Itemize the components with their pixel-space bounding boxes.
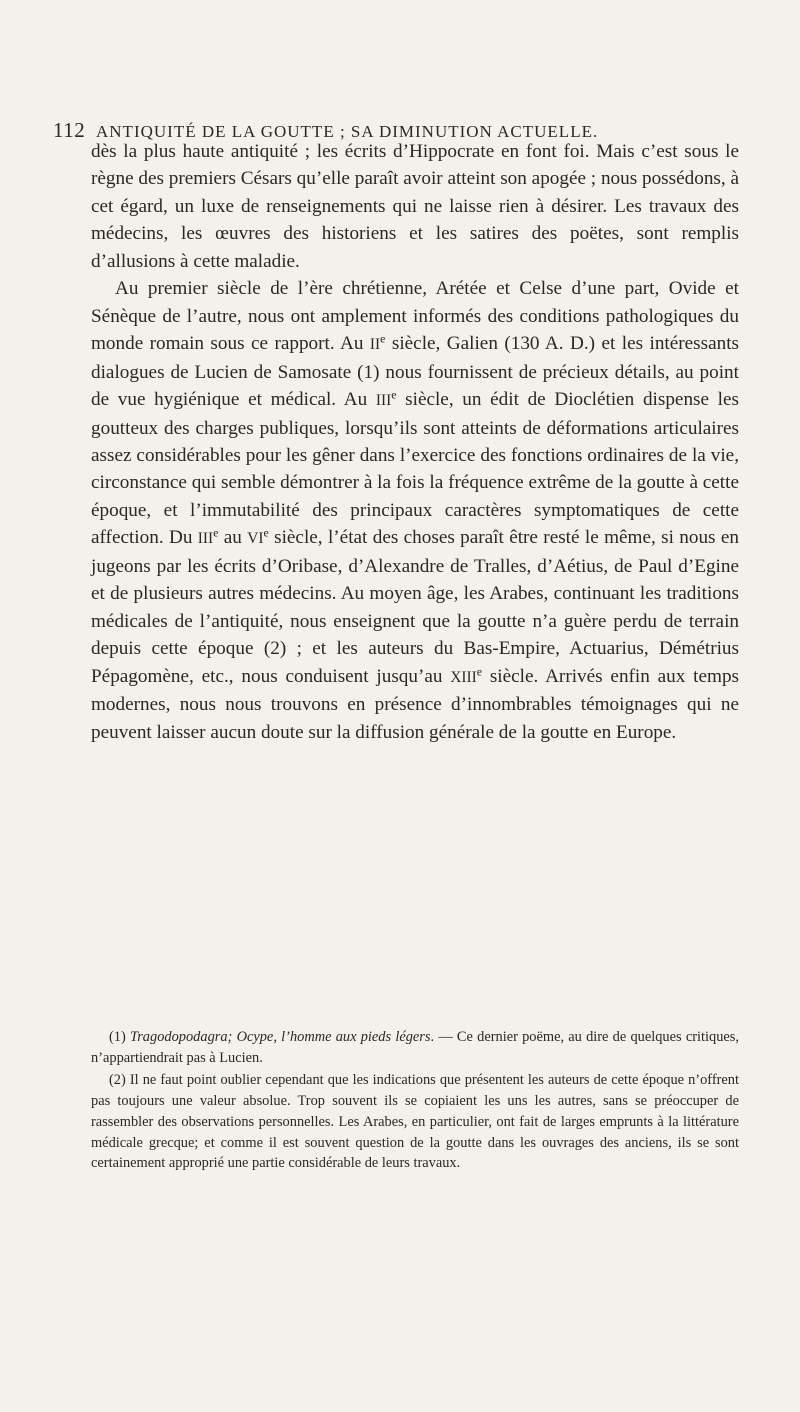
ordinal-suffix: e (380, 331, 386, 346)
paragraph-1: dès la plus haute antiquité ; les écrits d’Hippocrate en font foi. Mais c’est sous le règne des premiers Césars qu’elle paraît avoir atteint son apogée ; nous possédons, à cet égard, un luxe de renseignements qui ne laisse rien à désirer. Les travaux des médecins, les œuvres des historiens et les satires des poëtes, sont remplis d’allusions à cette maladie. (91, 141, 739, 272)
century-numeral: III (197, 530, 214, 548)
text-run: siècle, Galien (130 A. D.) et les intéressants dialogues de Lucien de Samosate (1) nous fournissent de précieux détails, au point de vue hygiénique et médical. Au (91, 333, 740, 411)
century-numeral: XIII (450, 668, 477, 686)
running-title: ANTIQUITÉ DE LA GOUTTE ; SA DIMINUTION ACTUELLE. (96, 122, 599, 141)
work-title: Tragodopodagra; Ocype (130, 1029, 274, 1045)
century-numeral: VI (247, 530, 264, 548)
ordinal-suffix: e (476, 664, 483, 679)
text-run: au (218, 527, 248, 549)
footnote-text: . — Ce dernier poëme, au dire de quelques critiques, n’appartiendrait pas à Lucien. (91, 1029, 739, 1066)
ordinal-suffix: e (391, 387, 397, 402)
century-numeral: II (369, 336, 381, 354)
paragraph-2 (91, 275, 739, 746)
text-run: siècle, un édit de Dioclétien dispense les goutteux des charges publiques, lorsqu’ils sont atteints de déformations articulaires assez considérables pour les gêner dans l’exercice des fonctions ordinaires de la vie, circonstance qui semble démontrer à la fois la fréquence extrême de la goutte à cette époque, et l’immutabilité des principaux caractères symptomatiques de cette affection. Du (91, 389, 739, 549)
separator: , (273, 1029, 282, 1045)
text-run: siècle. Arrivés enfin aux temps modernes, nous nous trouvons en présence d’innombrables témoignages qui ne peuvent laisser aucun doute sur la diffusion générale de la goutte en Europe. (91, 665, 740, 743)
century-numeral: III (375, 392, 392, 410)
page-number: 112 (53, 118, 86, 142)
footnote-marker: (1) (109, 1029, 130, 1045)
main-text (91, 138, 739, 746)
text-run: siècle, l’état des choses paraît être resté le même, si nous en jugeons par les écrits d’Oribase, d’Alexandre de Tralles, d’Aétius, de Paul d’Egine et de plusieurs autres médecins. Au moyen âge, les Arabes, continuant les traditions médicales de l’antiquité, nous enseignent que la goutte n’a guère perdu de terrain depuis cette époque (2) ; et les auteurs du Bas-Empire, Actuarius, Démétrius Pépagomène, etc., nous conduisent jusqu’au (91, 527, 739, 687)
footnote-1 (91, 1027, 739, 1068)
footnotes (91, 1027, 739, 1176)
footnote-2: (2) Il ne faut point oublier cependant que les indications que présentent les auteurs de cette époque n’offrent pas toujours une valeur absolue. Trop souvent ils se copiaient les uns les autres, sans se préoccuper de rassembler des observations personnelles. Les Arabes, en particulier, ont fait de larges emprunts à la littérature médicale grecque; et comme il est souvent question de la goutte dans les ouvrages des anciens, ils se sont certainement approprié une partie considérable de leurs travaux. (91, 1072, 739, 1172)
text-run: Au premier siècle de l’ère chrétienne, Arétée et Celse d’une part, Ovide et Sénèque de l’autre, nous ont amplement informés des conditions pathologiques du monde romain sous ce rapport. Au (91, 278, 739, 355)
ordinal-suffix: e (263, 525, 269, 540)
work-subtitle: l’homme aux pieds légers (281, 1029, 431, 1045)
ordinal-suffix: e (213, 525, 219, 540)
